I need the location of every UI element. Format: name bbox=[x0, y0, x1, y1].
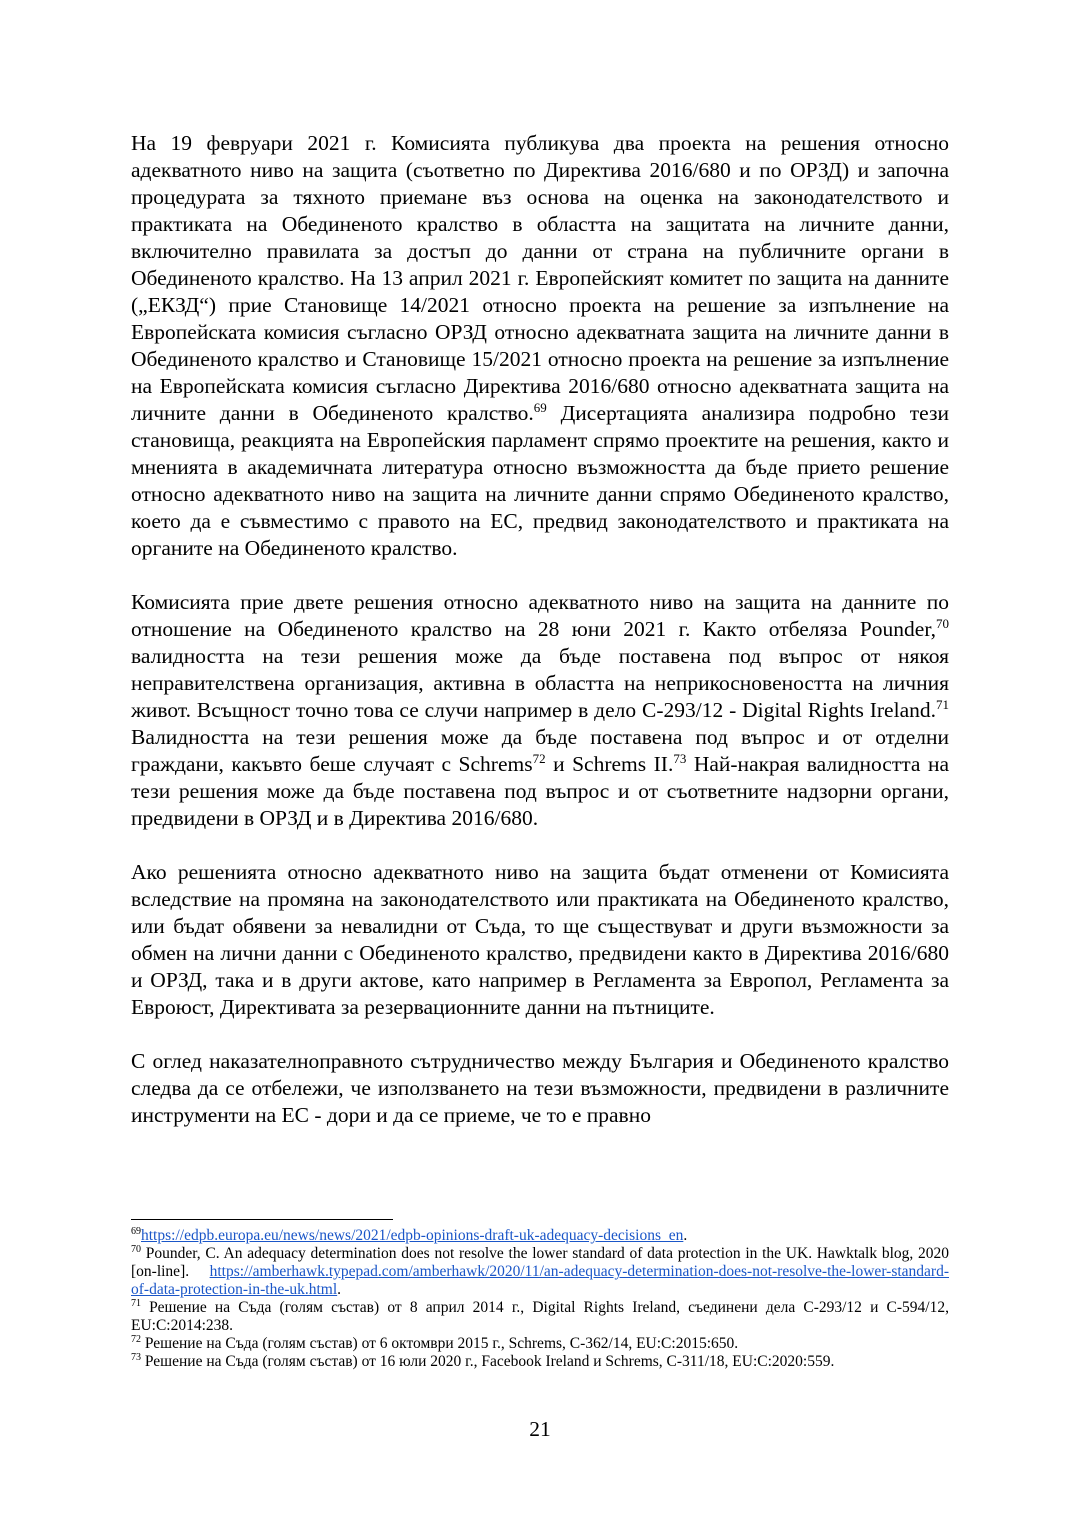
paragraph-2 bbox=[131, 589, 949, 832]
paragraph-2-text-e: Най-накрая валидността на тези решения може да бъде поставена под въпрос и от съответните надзорни органи, предвидени в ОРЗД и в Директива 2016/680. bbox=[131, 752, 949, 830]
footnote-ref-71[interactable]: 71 bbox=[936, 696, 949, 712]
paragraph-1 bbox=[131, 130, 949, 562]
footnote-70-link[interactable]: https://amberhawk.typepad.com/amberhawk/2020/11/an-adequacy-determination-does-not-resolve-the-lower-standard-of-data-protection-in-the-uk.html bbox=[131, 1263, 949, 1298]
paragraph-2-text-b: валидността на тези решения може да бъде поставена под въпрос от някоя неправителствена организация, активна в областта на неприкосновеността на личния живот. Всъщност точно това се случи например в дело C-293/12 - Digital Rights Ireland. bbox=[131, 644, 949, 722]
footnote-73-number: 73 bbox=[131, 1351, 141, 1363]
paragraph-1-text-a: На 19 февруари 2021 г. Комисията публикува два проекта на решения относно адекватното ниво на защита (съответно по Директива 2016/680 и по ОРЗД) и започна процедурата за тяхното приемане въз основа на оценка на законодателството и практиката на Обединеното кралство в областта на защитата на личните данни, включително правилата за достъп до данни от страна на публичните органи в Обединеното кралство. На 13 април 2021 г. Европейският комитет по защита на данните („ЕКЗД“) прие Становище 14/2021 относно проекта на решение за изпълнение на Европейската комисия съгласно ОРЗД относно адекватната защита на личните данни в Обединеното кралство и Становище 15/2021 относно проекта на решение за изпълнение на Европейската комисия съгласно Директива 2016/680 относно адекватната защита на личните данни в Обединеното кралство. bbox=[131, 131, 949, 425]
footnote-ref-70[interactable]: 70 bbox=[936, 615, 949, 631]
footnote-69-link[interactable]: https://edpb.europa.eu/news/news/2021/edpb-opinions-draft-uk-adequacy-decisions_en bbox=[141, 1227, 684, 1244]
footnote-ref-69[interactable]: 69 bbox=[533, 399, 547, 415]
footnote-72-number: 72 bbox=[131, 1333, 141, 1345]
footnote-70-text: Pounder, C. An adequacy determination does not resolve the lower standard of data protection in the UK. Hawktalk blog, 2020 [on-line]. bbox=[131, 1245, 949, 1280]
footnote-70-after: . bbox=[337, 1281, 342, 1298]
footnote-ref-73[interactable]: 73 bbox=[673, 750, 687, 766]
footnote-ref-72[interactable]: 72 bbox=[532, 750, 546, 766]
page-number: 21 bbox=[529, 1417, 551, 1441]
paragraph-1-text-b: Дисертацията анализира подробно тези становища, реакцията на Европейския парламент спрямо проектите на решения, както и мненията в академичната литература относно възможността да бъде прието решение относно адекватното ниво на защита на личните данни спрямо Обединеното кралство, което да е съвместимо с правото на ЕС, предвид законодателството и практиката на органите на Обединеното кралство. bbox=[131, 401, 949, 560]
paragraph-2-text-c: Валидността на тези решения може да бъде поставена под въпрос и от отделни граждани, какъвто беше случаят с Schrems bbox=[131, 725, 949, 776]
footnote-73 bbox=[131, 1353, 949, 1371]
paragraph-2-text-d: и Schrems II. bbox=[545, 752, 674, 776]
paragraph-3: Ако решенията относно адекватното ниво на защита бъдат отменени от Комисията вследствие на промяна на законодателството или практиката на Обединеното кралство, или бъдат обявени за невалидни от Съда, то ще съществуват и други възможности за обмен на лични данни с Обединеното кралство, предвидени както в Директива 2016/680 и ОРЗД, така и в други актове, като например в Регламента за Европол, Регламента за Евроюст, Директивата за резервационните данни на пътниците. bbox=[131, 860, 949, 1019]
footnotes-section bbox=[131, 1227, 949, 1371]
footnote-72 bbox=[131, 1335, 949, 1353]
document-body bbox=[131, 130, 949, 1156]
footnote-70 bbox=[131, 1245, 949, 1299]
footnote-70-number: 70 bbox=[131, 1243, 141, 1255]
footnote-73-text: Решение на Съда (голям състав) от 16 юли 2020 г., Facebook Ireland и Schrems, C-311/18, EU:C:2020:559. bbox=[141, 1353, 835, 1370]
footnote-71-number: 71 bbox=[131, 1297, 141, 1309]
footnote-separator bbox=[131, 1219, 393, 1220]
footnote-69-number: 69 bbox=[131, 1225, 141, 1237]
footnote-71 bbox=[131, 1299, 949, 1335]
paragraph-4: С оглед наказателноправното сътрудничество между България и Обединеното кралство следва да се отбележи, че използването на тези възможности, предвидени в различните инструменти на ЕС - дори и да се приеме, че то е правно bbox=[131, 1049, 949, 1127]
footnote-71-text: Решение на Съда (голям състав) от 8 април 2014 г., Digital Rights Ireland, съединени дела C-293/12 и C-594/12, EU:C:2014:238. bbox=[131, 1299, 949, 1334]
footnote-69 bbox=[131, 1227, 949, 1245]
paragraph-2-text-a: Комисията прие двете решения относно адекватното ниво на защита на данните по отношение на Обединеното кралство на 28 юни 2021 г. Както отбеляза Pounder, bbox=[131, 590, 949, 641]
footnote-69-after: . bbox=[683, 1227, 688, 1244]
footnote-72-text: Решение на Съда (голям състав) от 6 октомври 2015 г., Schrems, C-362/14, EU:C:2015:650. bbox=[141, 1335, 739, 1352]
